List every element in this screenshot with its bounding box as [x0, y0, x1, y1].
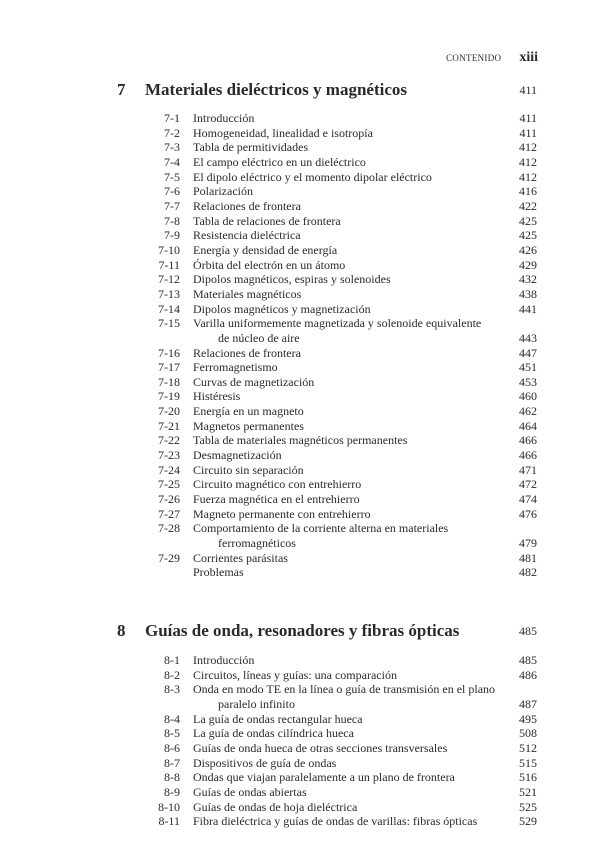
- chapter-heading-7: [0, 80, 600, 100]
- chapter-number: 8: [117, 621, 126, 640]
- section-page: 476: [519, 506, 537, 521]
- section-page: 462: [519, 404, 537, 419]
- section-page: 486: [519, 667, 537, 682]
- chapter-page: 411: [519, 83, 537, 97]
- section-page: 508: [519, 726, 537, 741]
- section-number: 7-22: [158, 433, 180, 448]
- section-title: Energía y densidad de energía: [193, 242, 338, 257]
- section-title: Circuitos, líneas y guías: una comparación: [193, 667, 397, 682]
- section-title: Problemas: [193, 565, 244, 580]
- section-number: 7-27: [158, 506, 180, 521]
- section-number: 7-21: [158, 418, 180, 433]
- toc-entry: [0, 111, 600, 126]
- chapter-number: 7: [117, 80, 126, 99]
- page-number: xiii: [519, 50, 538, 65]
- section-page: 482: [519, 565, 537, 580]
- toc-entry: [0, 228, 600, 243]
- toc-entry: [0, 653, 600, 668]
- section-number: 7-13: [158, 286, 180, 301]
- section-page: 485: [519, 653, 537, 667]
- section-title: Introducción: [193, 111, 255, 125]
- section-page: 422: [519, 198, 537, 213]
- section-number: 7-2: [164, 125, 180, 140]
- toc-entry: [0, 785, 600, 800]
- section-page: 525: [519, 799, 537, 814]
- section-title: Histéresis: [193, 389, 241, 404]
- toc-entry: [0, 331, 600, 346]
- section-number: 7-24: [158, 462, 180, 477]
- toc-entry: [0, 346, 600, 361]
- toc-entry: [0, 756, 600, 771]
- section-page: 466: [519, 433, 537, 448]
- section-number: 7-3: [164, 140, 180, 155]
- section-number: 8-11: [158, 814, 180, 829]
- toc-entry: [0, 360, 600, 375]
- section-page: 516: [519, 770, 537, 785]
- toc-entry: [0, 463, 600, 478]
- section-title: Ondas que viajan paralelamente a un plano de frontera: [193, 770, 455, 785]
- section-page: 481: [519, 550, 537, 565]
- toc-entry: [0, 682, 600, 697]
- section-page: 471: [519, 462, 537, 477]
- section-number: 8-5: [164, 726, 180, 741]
- section-title: Varilla uniformemente magnetizada y solenoide equivalente: [193, 316, 482, 331]
- toc-entry: [0, 126, 600, 141]
- section-title: Tabla de permitividades: [193, 140, 309, 155]
- section-number: 7-29: [158, 550, 180, 565]
- section-page: 466: [519, 448, 537, 463]
- section-page: 412: [519, 169, 537, 184]
- section-number: 8-10: [158, 799, 180, 814]
- section-number: 8-7: [164, 755, 180, 770]
- section-title: Dipolos magnéticos y magnetización: [193, 301, 371, 316]
- section-title: Materiales magnéticos: [193, 286, 302, 301]
- section-title: Circuito sin separación: [193, 462, 304, 477]
- section-title: Tabla de materiales magnéticos permanentes: [193, 433, 408, 448]
- section-title: Dispositivos de guía de ondas: [193, 755, 337, 770]
- section-number: 7-23: [158, 448, 180, 463]
- section-title: El dipolo eléctrico y el momento dipolar eléctrico: [193, 169, 432, 184]
- toc-entry: [0, 316, 600, 331]
- section-page: 479: [519, 536, 537, 551]
- section-page: 412: [519, 140, 537, 155]
- toc-entry: [0, 814, 600, 829]
- section-number: 7-11: [158, 257, 180, 272]
- toc-entry: [0, 214, 600, 229]
- chapter-8-entries: [0, 653, 600, 829]
- toc-entry: [0, 668, 600, 683]
- section-title: Dipolos magnéticos, espiras y solenoides: [193, 272, 391, 287]
- toc-entry: [0, 287, 600, 302]
- toc-entry: [0, 389, 600, 404]
- section-number: 7-7: [164, 198, 180, 213]
- section-page: 429: [519, 257, 537, 272]
- chapter-page: 485: [519, 624, 537, 638]
- section-number: 7-17: [158, 360, 180, 375]
- section-number: 8-9: [164, 784, 180, 799]
- toc-entry: [0, 375, 600, 390]
- toc-entry: [0, 800, 600, 815]
- section-page: 411: [519, 125, 537, 140]
- toc-entry: [0, 433, 600, 448]
- section-title: Órbita del electrón en un átomo: [193, 257, 346, 272]
- toc-entry: [0, 726, 600, 741]
- toc-entry: [0, 302, 600, 317]
- toc-entry: [0, 419, 600, 434]
- section-title: Introducción: [193, 653, 255, 667]
- section-title: ferromagnéticos: [218, 536, 296, 551]
- section-title: Relaciones de frontera: [193, 345, 301, 360]
- section-title: Comportamiento de la corriente alterna en materiales: [193, 521, 449, 536]
- section-number: 7-8: [164, 213, 180, 228]
- toc-entry: [0, 184, 600, 199]
- section-number: 8-6: [164, 740, 180, 755]
- chapter-title: Materiales dieléctricos y magnéticos: [145, 80, 407, 99]
- section-title: Guías de onda hueca de otras secciones transversales: [193, 740, 448, 755]
- section-title: Circuito magnético con entrehierro: [193, 477, 362, 492]
- section-title: La guía de ondas cilíndrica hueca: [193, 726, 354, 741]
- section-title: Magnetos permanentes: [193, 418, 304, 433]
- section-number: 7-4: [164, 154, 180, 169]
- section-title: de núcleo de aire: [218, 330, 300, 345]
- section-number: 7-6: [164, 184, 180, 199]
- toc-entry: [0, 155, 600, 170]
- section-title: La guía de ondas rectangular hueca: [193, 711, 363, 726]
- section-page: 521: [519, 784, 537, 799]
- section-number: 8-1: [164, 653, 180, 667]
- section-title: paralelo infinito: [218, 696, 295, 711]
- section-page: 453: [519, 374, 537, 389]
- running-head: [446, 50, 538, 66]
- section-number: 7-20: [158, 404, 180, 419]
- section-page: 441: [519, 301, 537, 316]
- section-page: 451: [519, 360, 537, 375]
- toc-entry: [0, 140, 600, 155]
- chapter-heading-8: [0, 621, 600, 641]
- toc-entry: [0, 770, 600, 785]
- section-page: 432: [519, 272, 537, 287]
- section-number: 8-8: [164, 770, 180, 785]
- section-page: 464: [519, 418, 537, 433]
- section-number: 7-15: [158, 316, 180, 331]
- section-number: 8-4: [164, 711, 180, 726]
- section-page: 474: [519, 492, 537, 507]
- section-number: 7-19: [158, 389, 180, 404]
- section-number: 7-16: [158, 345, 180, 360]
- section-page: 515: [519, 755, 537, 770]
- toc-entry: [0, 258, 600, 273]
- toc-entry: [0, 170, 600, 185]
- section-number: 7-26: [158, 492, 180, 507]
- section-title: Energía en un magneto: [193, 404, 304, 419]
- toc-entry: [0, 477, 600, 492]
- section-title: Guías de ondas abiertas: [193, 784, 307, 799]
- toc-entry: [0, 492, 600, 507]
- section-page: 472: [519, 477, 537, 492]
- section-number: 7-14: [158, 301, 180, 316]
- toc-entry: [0, 272, 600, 287]
- toc-entry: [0, 712, 600, 727]
- section-page: 487: [519, 696, 537, 711]
- section-title: Fibra dieléctrica y guías de ondas de varillas: fibras ópticas: [193, 814, 478, 829]
- section-title: Homogeneidad, linealidad e isotropía: [193, 125, 373, 140]
- section-title: Polarización: [193, 184, 253, 199]
- section-title: Curvas de magnetización: [193, 374, 315, 389]
- section-page: 425: [519, 228, 537, 243]
- section-page: 412: [519, 154, 537, 169]
- section-number: 7-12: [158, 272, 180, 287]
- section-title: Onda en modo TE en la línea o guía de transmisión en el plano: [193, 682, 496, 697]
- section-title: Desmagnetización: [193, 448, 282, 463]
- running-head-label: CONTENIDO: [446, 53, 502, 63]
- section-page: 512: [519, 740, 537, 755]
- toc-entry: [0, 697, 600, 712]
- toc-entry: [0, 565, 600, 580]
- section-number: 7-9: [164, 228, 180, 243]
- section-page: 460: [519, 389, 537, 404]
- section-page: 426: [519, 242, 537, 257]
- section-title: Resistencia dieléctrica: [193, 228, 301, 243]
- toc-entry: [0, 521, 600, 536]
- toc-entry: [0, 199, 600, 214]
- section-title: Corrientes parásitas: [193, 550, 288, 565]
- section-page: 495: [519, 711, 537, 726]
- chapter-7-entries: [0, 111, 600, 580]
- section-title: Ferromagnetismo: [193, 360, 278, 375]
- toc-entry: [0, 448, 600, 463]
- section-page: 443: [519, 330, 537, 345]
- section-page: 416: [519, 184, 537, 199]
- section-number: 7-5: [164, 169, 180, 184]
- section-title: Fuerza magnética en el entrehierro: [193, 492, 360, 507]
- section-title: Tabla de relaciones de frontera: [193, 213, 341, 228]
- toc-entry: [0, 507, 600, 522]
- section-page: 447: [519, 345, 537, 360]
- chapter-title: Guías de onda, resonadores y fibras ópticas: [145, 621, 460, 640]
- section-page: 529: [519, 814, 537, 829]
- toc-entry: [0, 536, 600, 551]
- toc-entry: [0, 551, 600, 566]
- section-number: 7-25: [158, 477, 180, 492]
- section-number: 7-10: [158, 242, 180, 257]
- section-title: Guías de ondas de hoja dieléctrica: [193, 799, 358, 814]
- section-title: El campo eléctrico en un dieléctrico: [193, 154, 366, 169]
- toc-entry: [0, 243, 600, 258]
- section-title: Magneto permanente con entrehierro: [193, 506, 371, 521]
- toc-entry: [0, 741, 600, 756]
- section-number: 7-18: [158, 374, 180, 389]
- section-number: 8-3: [164, 682, 180, 697]
- section-page: 425: [519, 213, 537, 228]
- section-page: 411: [519, 111, 537, 125]
- section-number: 8-2: [164, 667, 180, 682]
- section-number: 7-28: [158, 521, 180, 536]
- section-page: 438: [519, 286, 537, 301]
- section-title: Relaciones de frontera: [193, 198, 301, 213]
- toc-entry: [0, 404, 600, 419]
- section-number: 7-1: [164, 111, 180, 125]
